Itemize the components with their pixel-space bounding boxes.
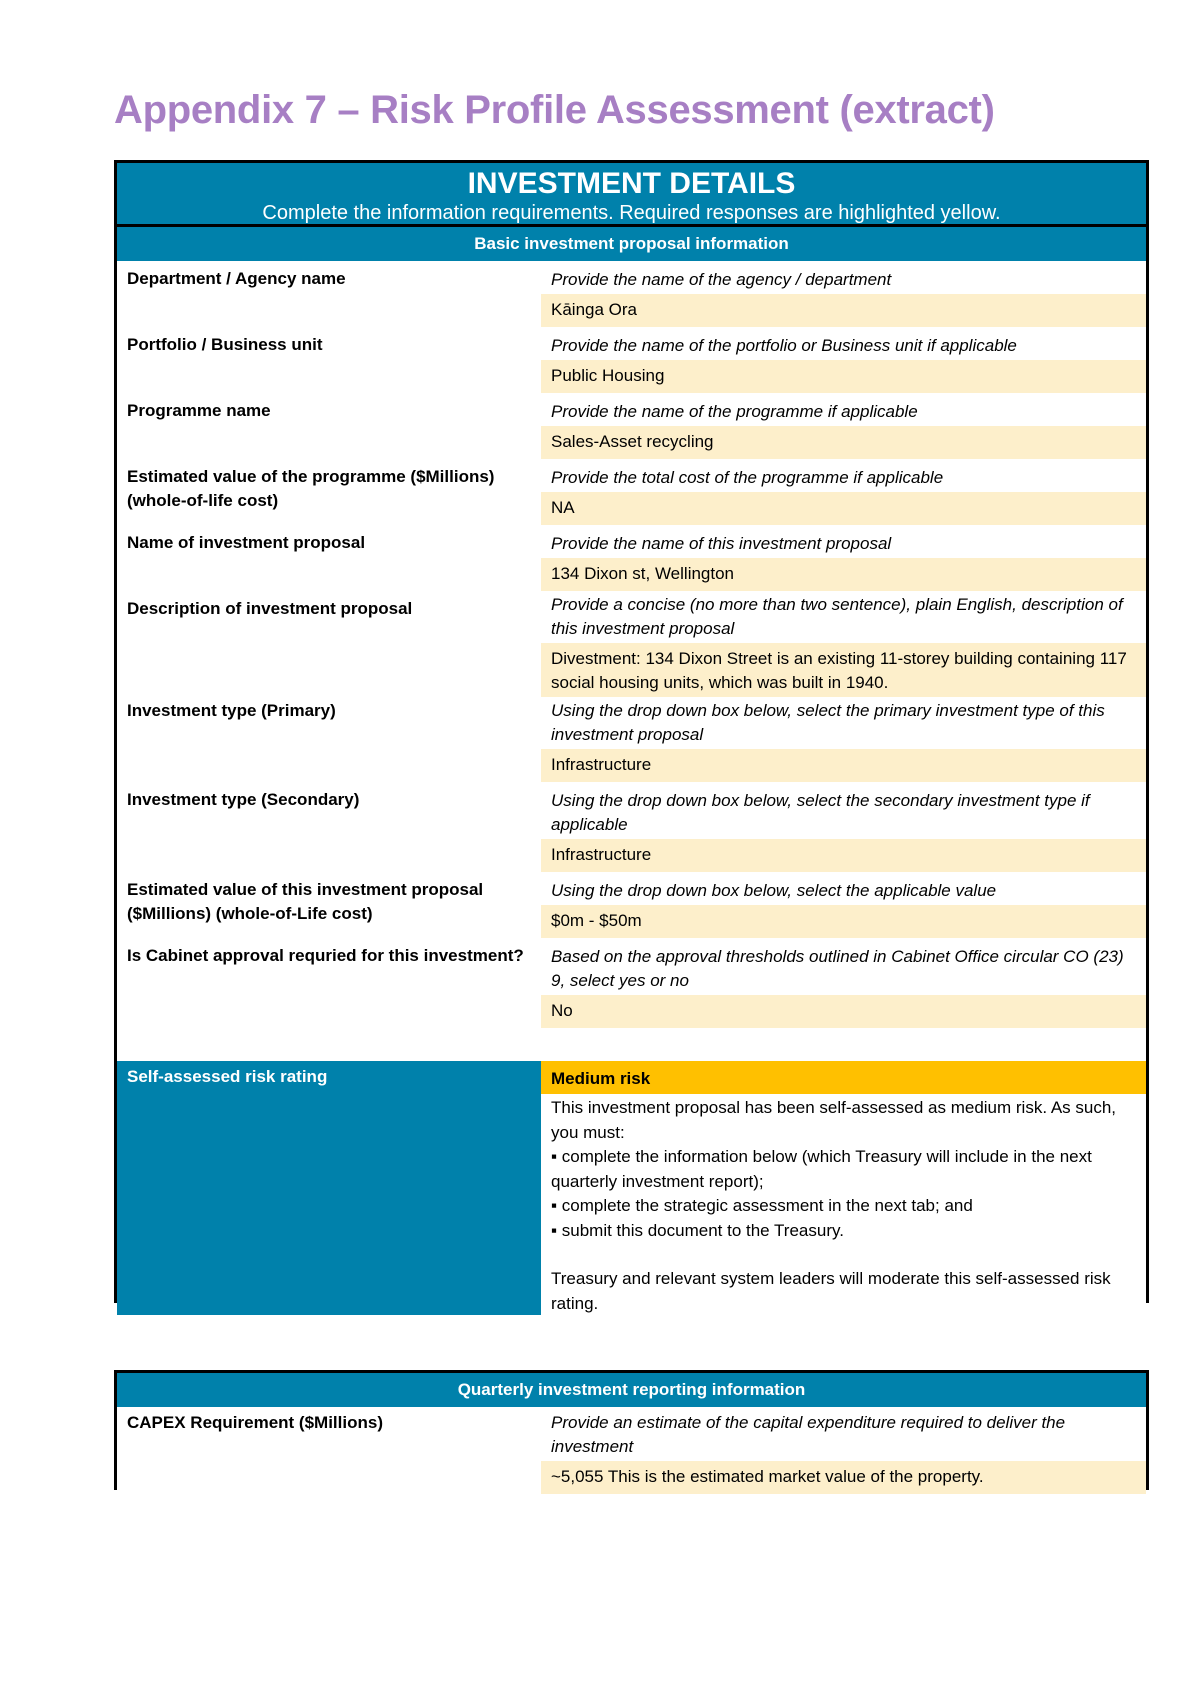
- row-label: Estimated value of this investment proposal ($Millions) (whole-of-Life cost): [127, 880, 484, 923]
- row-label: Portfolio / Business unit: [127, 335, 323, 354]
- investment-details-subheading: Complete the information requirements. Required responses are highlighted yellow.: [262, 202, 1001, 224]
- row-proposal-value: [117, 872, 1146, 938]
- answer-field-proposal-name[interactable]: 134 Dixon st, Wellington: [541, 558, 1146, 591]
- row-label: Department / Agency name: [127, 269, 346, 288]
- blank-line: [551, 1243, 1136, 1267]
- row-prompt: Provide the name of the portfolio or Business unit if applicable: [551, 336, 1017, 355]
- row-investment-type-secondary: [117, 782, 1146, 872]
- row-investment-type-primary: [117, 697, 1146, 782]
- row-prompt: Provide the name of this investment proposal: [551, 534, 892, 553]
- row-prompt: Using the drop down box below, select the secondary investment type if applicable: [551, 791, 1090, 834]
- investment-details-header: [117, 163, 1146, 227]
- cabinet-approval-dropdown[interactable]: No: [541, 995, 1146, 1028]
- row-label: CAPEX Requirement ($Millions): [127, 1413, 383, 1432]
- answer-field-portfolio[interactable]: Public Housing: [541, 360, 1146, 393]
- row-prompt: Provide an estimate of the capital expenditure required to deliver the investment: [551, 1413, 1066, 1456]
- row-prompt: Based on the approval thresholds outlined in Cabinet Office circular CO (23) 9, select yes or no: [551, 947, 1124, 990]
- investment-details-table: [114, 160, 1149, 1313]
- row-cabinet-approval: [117, 938, 1146, 1028]
- row-label: Is Cabinet approval requried for this investment?: [127, 946, 524, 965]
- row-label: Description of investment proposal: [127, 599, 413, 618]
- row-portfolio: [117, 327, 1146, 393]
- page-title: Appendix 7 – Risk Profile Assessment (extract): [114, 88, 995, 132]
- risk-bullet: ▪ complete the strategic assessment in the next tab; and: [551, 1196, 973, 1215]
- row-department: [117, 261, 1146, 327]
- row-programme-name: [117, 393, 1146, 459]
- section-header-basic-info: Basic investment proposal information: [117, 227, 1146, 261]
- proposal-value-dropdown[interactable]: $0m - $50m: [541, 905, 1146, 938]
- risk-footer: Treasury and relevant system leaders will moderate this self-assessed risk rating.: [551, 1269, 1111, 1313]
- investment-details-heading: INVESTMENT DETAILS: [467, 167, 796, 200]
- row-programme-value: [117, 459, 1146, 525]
- row-proposal-description: [117, 591, 1146, 697]
- row-label: Estimated value of the programme ($Millions) (whole-of-life cost): [127, 467, 495, 510]
- risk-bullet: ▪ submit this document to the Treasury.: [551, 1220, 844, 1240]
- row-label: Investment type (Secondary): [127, 790, 360, 809]
- row-prompt: Using the drop down box below, select the primary investment type of this investment proposal: [551, 701, 1105, 744]
- row-prompt: Provide the name of the programme if applicable: [551, 402, 918, 421]
- section-header-quarterly: Quarterly investment reporting information: [117, 1373, 1146, 1407]
- risk-rating-row: [117, 1061, 1146, 1316]
- answer-field-programme-name[interactable]: Sales-Asset recycling: [541, 426, 1146, 459]
- row-prompt: Provide a concise (no more than two sentence), plain English, description of this investment proposal: [551, 595, 1123, 638]
- row-prompt: Provide the name of the agency / department: [551, 270, 892, 289]
- risk-rating-instructions: [541, 1094, 1146, 1316]
- answer-field-programme-value[interactable]: NA: [541, 492, 1146, 525]
- row-prompt: Provide the total cost of the programme if applicable: [551, 468, 944, 487]
- risk-bullet: ▪ complete the information below (which Treasury will include in the next quarterly investment report);: [551, 1147, 1092, 1191]
- risk-rating-label: Self-assessed risk rating: [117, 1061, 541, 1315]
- answer-field-proposal-description[interactable]: Divestment: 134 Dixon Street is an existing 11-storey building containing 117 social housing units, which was built in 1940.: [541, 643, 1146, 697]
- risk-intro: This investment proposal has been self-assessed as medium risk. As such, you must:: [551, 1098, 1117, 1142]
- quarterly-reporting-table: [114, 1370, 1149, 1490]
- answer-field-department[interactable]: Kāinga Ora: [541, 294, 1146, 327]
- row-label: Programme name: [127, 401, 271, 420]
- row-label: Investment type (Primary): [127, 701, 336, 720]
- risk-rating-badge: Medium risk: [541, 1061, 1146, 1094]
- row-prompt: Using the drop down box below, select the applicable value: [551, 881, 997, 900]
- row-capex: [117, 1407, 1146, 1494]
- investment-type-primary-dropdown[interactable]: Infrastructure: [541, 749, 1146, 782]
- investment-type-secondary-dropdown[interactable]: Infrastructure: [541, 839, 1146, 872]
- row-proposal-name: [117, 525, 1146, 591]
- answer-field-capex[interactable]: ~5,055 This is the estimated market value of the property.: [541, 1461, 1146, 1494]
- row-label: Name of investment proposal: [127, 533, 366, 552]
- spacer: [117, 1028, 1146, 1061]
